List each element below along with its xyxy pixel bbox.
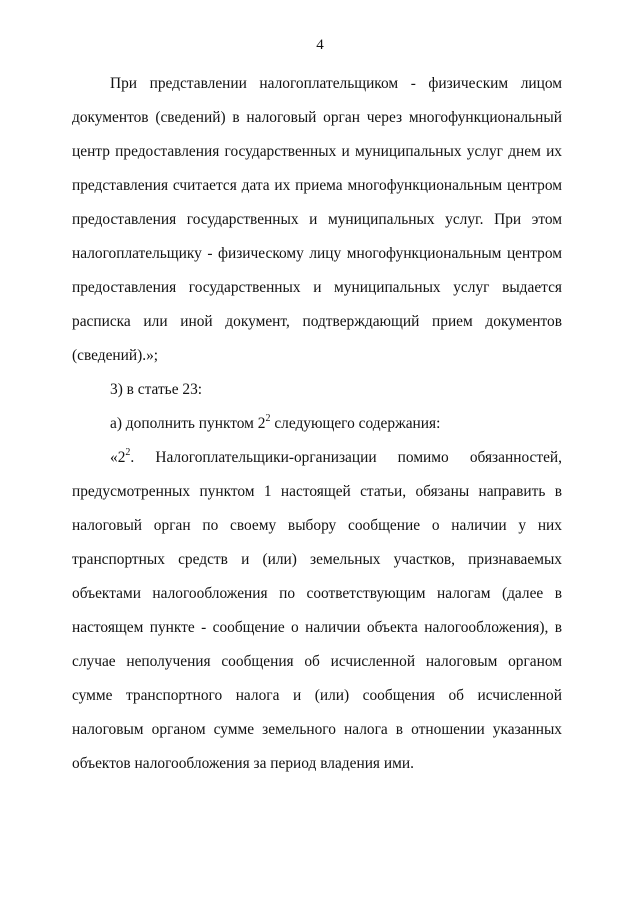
- paragraph-mfc-documents: При представлении налогоплательщиком - физическим лицом документов (сведений) в налоговый орган через многофункциональный центр предоставления государственных и муниципальных услуг днем их представления считается дата их приема многофункциональным центром предоставления государственных и муниципальных услуг. При этом налогоплательщику - физическому лицу многофункциональным центром предоставления государственных и муниципальных услуг выдается расписка или иной документ, подтверждающий прием документов (сведений).»;: [72, 75, 562, 364]
- document-body: [72, 67, 562, 781]
- add-point-text-tail: следующего содержания:: [270, 415, 441, 432]
- superscript: 2: [125, 446, 131, 458]
- point-number: «2: [110, 449, 126, 466]
- paragraph-add-point: [72, 407, 562, 441]
- point-text: . Налогоплательщики-организации помимо обязанностей, предусмотренных пунктом 1 настоящей статьи, обязаны направить в налоговый орган по своему выбору сообщение о наличии у них транспортных средств и (или) земельных участков, признаваемых объектами налогообложения по соответствующим налогам (далее в настоящем пункте - сообщение о наличии объекта налогообложения), в случае неполучения сообщения об исчисленной налоговым органом сумме транспортного налога и (или) сообщения об исчисленной налоговым органом сумме земельного налога в отношении указанных объектов налогообложения за период владения ими.: [72, 449, 562, 772]
- page-number: 4: [316, 37, 324, 53]
- add-point-text: а) дополнить пунктом 2: [110, 415, 266, 432]
- paragraph-point-2-2: [72, 441, 562, 781]
- superscript: 2: [265, 412, 271, 424]
- paragraph-article-23: 3) в статье 23:: [110, 381, 203, 398]
